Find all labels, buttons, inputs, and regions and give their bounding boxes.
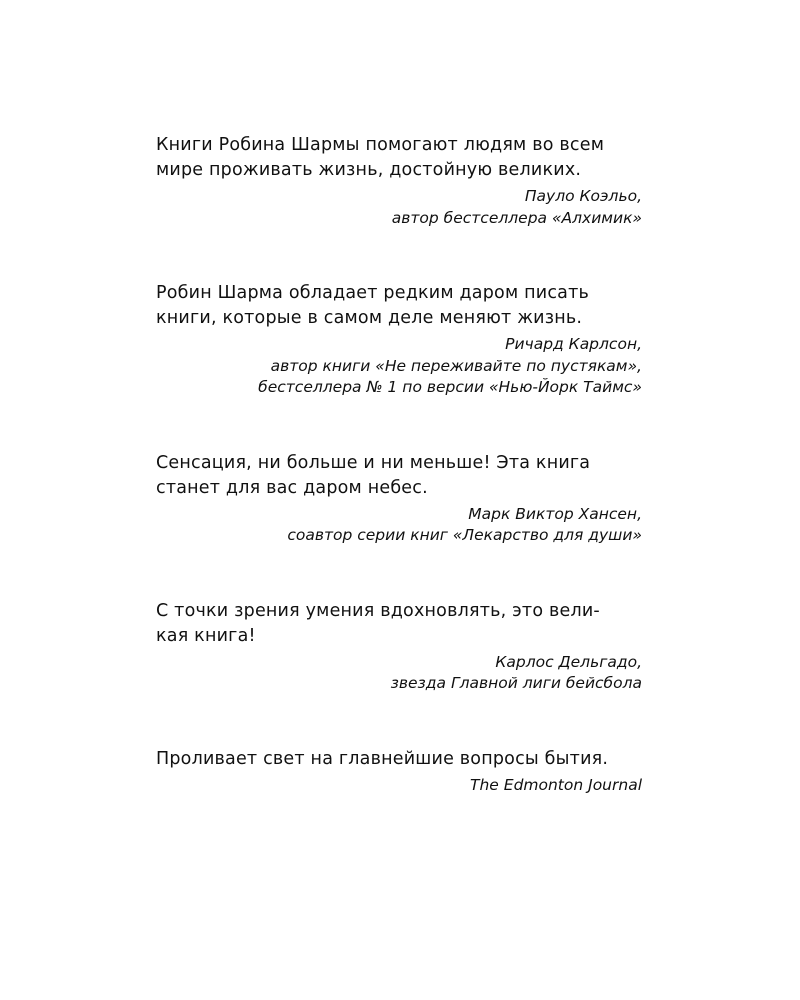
quote-line: Сенсация, ни больше и ни меньше! Эта книга xyxy=(156,452,591,473)
attribution-author: Марк Виктор Хансен, xyxy=(468,504,642,523)
quote-line: Робин Шарма обладает редким даром писать xyxy=(156,283,589,303)
attribution-detail: автор бестселлера «Алхимик» xyxy=(391,208,642,227)
attribution-author: Карлос Дельгадо, xyxy=(495,652,642,671)
attribution-detail: бестселлера № 1 по версии «Нью-Йорк Таймс» xyxy=(258,378,642,396)
quote-block-3 xyxy=(156,451,642,547)
quote-block-4 xyxy=(156,599,642,695)
attribution-author: Ричард Карлсон, xyxy=(505,335,642,353)
praise-page xyxy=(156,133,642,796)
quote-line: Проливает свет на главнейшие вопросы бытия. xyxy=(156,748,609,769)
quote-line: кая книга! xyxy=(156,625,256,646)
attribution-author: Пауло Коэльо, xyxy=(524,187,642,205)
quote-block-1 xyxy=(156,133,642,229)
quote-attribution xyxy=(156,186,642,229)
attribution-detail: соавтор серии книг «Лекарство для души» xyxy=(287,526,642,544)
quote-text xyxy=(156,451,642,501)
quote-line: мире проживать жизнь, достойную великих. xyxy=(156,160,582,180)
attribution-detail: автор книги «Не переживайте по пустякам», xyxy=(270,356,642,375)
quote-attribution xyxy=(156,652,642,695)
quote-block-2 xyxy=(156,281,642,399)
quote-line: станет для вас даром небес. xyxy=(156,477,428,498)
quote-text xyxy=(156,747,642,772)
quote-block-5 xyxy=(156,747,642,797)
quote-line: Книги Робина Шармы помогают людям во всем xyxy=(156,135,605,155)
quote-attribution xyxy=(156,504,642,547)
quote-text xyxy=(156,281,642,331)
quote-attribution xyxy=(156,775,642,797)
quote-line: С точки зрения умения вдохновлять, это вели- xyxy=(156,600,600,621)
quote-attribution xyxy=(156,334,642,399)
quote-line: книги, которые в самом деле меняют жизнь. xyxy=(156,308,583,328)
attribution-detail: звезда Главной лиги бейсбола xyxy=(390,674,642,692)
quote-text xyxy=(156,133,642,183)
quote-text xyxy=(156,599,642,649)
attribution-source: The Edmonton Journal xyxy=(470,775,642,794)
